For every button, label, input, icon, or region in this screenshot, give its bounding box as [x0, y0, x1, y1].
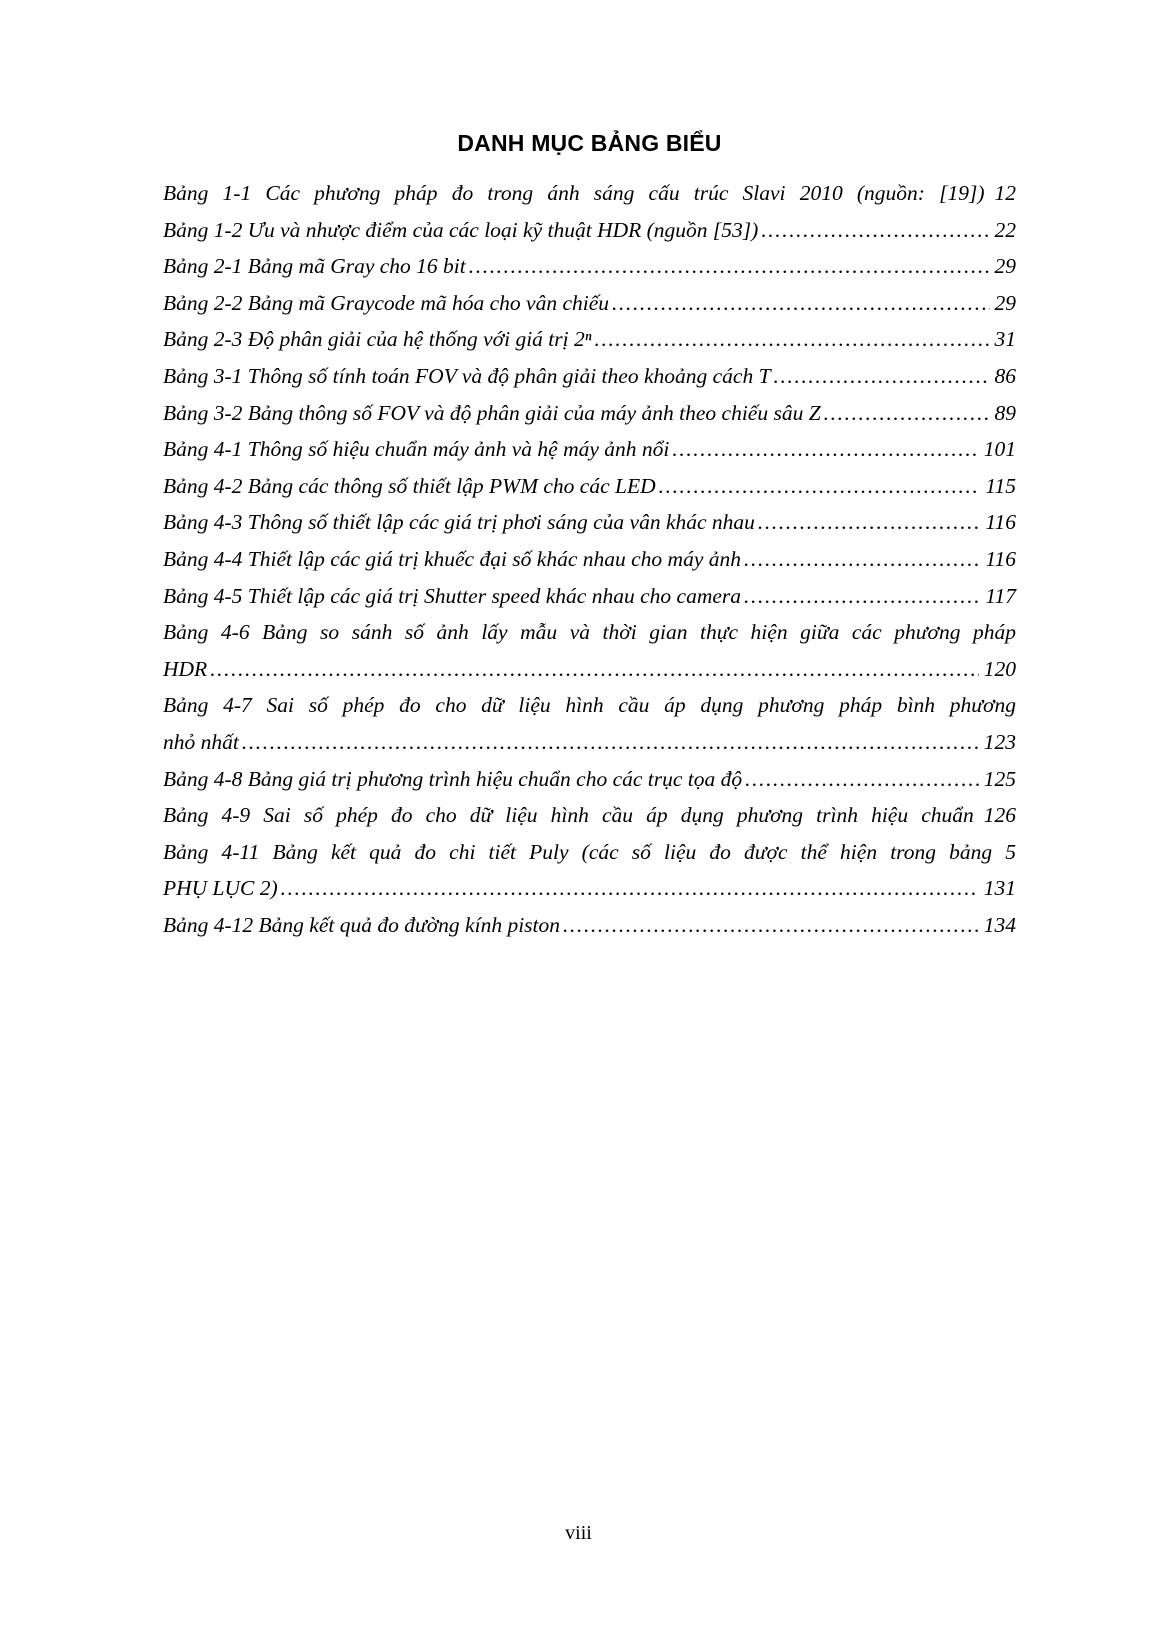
toc-entry-label: Bảng 2-2 Bảng mã Graycode mã hóa cho vân chiếu [163, 290, 610, 315]
toc-entry [163, 578, 1016, 615]
toc-leader-dots [745, 761, 979, 798]
toc-entry [163, 321, 1016, 358]
toc-entry [163, 358, 1016, 395]
page-number: viii [565, 1522, 592, 1544]
toc-leader-dots [761, 212, 989, 249]
toc-entry-line1: Bảng 4-11 Bảng kết quả đo chi tiết Puly (các số liệu đo được thể hiện trong bảng 5 [163, 839, 1016, 864]
toc-leader-dots [672, 431, 978, 468]
toc-entry-page: 131 [983, 876, 1016, 901]
toc-leader-dots [659, 468, 981, 505]
toc-entry [163, 468, 1016, 505]
table-of-contents-list [163, 175, 1016, 943]
toc-entry-page: 115 [985, 473, 1016, 498]
toc-entry-label: nhỏ nhất [163, 729, 239, 754]
toc-entry-label: Bảng 1-2 Ưu và nhược điểm của các loại kỹ thuật HDR (nguồn [53]) [163, 217, 759, 242]
toc-entry-page: 116 [985, 510, 1016, 535]
toc-entry-page: 116 [985, 546, 1016, 571]
toc-entry-page: 12 [994, 181, 1016, 205]
toc-entry [163, 175, 1016, 212]
toc-entry-page: 134 [983, 912, 1016, 937]
toc-entry-label: Bảng 4-8 Bảng giá trị phương trình hiệu chuẩn cho các trục tọa độ [163, 766, 743, 791]
toc-entry [163, 212, 1016, 249]
toc-leader-dots [242, 724, 979, 761]
toc-entry [163, 395, 1016, 432]
toc-entry [163, 431, 1016, 468]
toc-entry-page: 29 [994, 254, 1016, 279]
toc-entry [163, 248, 1016, 285]
toc-entry-line1: Bảng 4-6 Bảng so sánh số ảnh lấy mẫu và thời gian thực hiện giữa các phương pháp [163, 620, 1016, 645]
toc-entry-page: 120 [983, 656, 1016, 681]
toc-entry-page: 29 [994, 290, 1016, 315]
toc-entry-page: 125 [983, 766, 1016, 791]
toc-entry [163, 285, 1016, 322]
toc-entry-label: Bảng 4-4 Thiết lập các giá trị khuếc đại số khác nhau cho máy ảnh [163, 546, 742, 571]
toc-entry-page: 117 [985, 583, 1016, 608]
toc-entry-page: 126 [983, 803, 1016, 828]
toc-entry-label: Bảng 4-3 Thông số thiết lập các giá trị phơi sáng của vân khác nhau [163, 510, 755, 535]
toc-leader-dots [563, 907, 979, 944]
toc-entry-label: Bảng 2-3 Độ phân giải của hệ thống với giá trị 2ⁿ [163, 327, 592, 352]
toc-entry [163, 797, 1016, 834]
toc-entry [163, 504, 1016, 541]
toc-leader-dots [744, 541, 980, 578]
toc-leader-dots [774, 358, 990, 395]
toc-entry-label: Bảng 4-9 Sai số phép đo cho dữ liệu hình cầu áp dụng phương trình hiệu chuẩn [163, 803, 974, 828]
toc-entry [163, 541, 1016, 578]
toc-entry-page: 31 [994, 327, 1016, 352]
page-title: DANH MỤC BẢNG BIỂU [457, 130, 722, 156]
toc-entry-label: Bảng 4-2 Bảng các thông số thiết lập PWM cho các LED [163, 473, 656, 498]
toc-entry-label: Bảng 3-2 Bảng thông số FOV và độ phân giải của máy ảnh theo chiếu sâu Z [163, 400, 821, 425]
toc-leader-dots [210, 651, 979, 688]
toc-leader-dots [469, 248, 990, 285]
toc-entry-label: HDR [163, 656, 208, 681]
toc-entry [163, 761, 1016, 798]
toc-entry [163, 870, 1016, 907]
toc-entry-page: 86 [994, 363, 1016, 388]
toc-entry-line1: Bảng 4-7 Sai số phép đo cho dữ liệu hình cầu áp dụng phương pháp bình phương [163, 693, 1016, 718]
toc-leader-dots [758, 504, 980, 541]
toc-entry [163, 907, 1016, 944]
toc-entry [163, 724, 1016, 761]
toc-leader-dots [595, 321, 990, 358]
toc-leader-dots [744, 578, 980, 615]
toc-entry-label: Bảng 1-1 Các phương pháp đo trong ánh sáng cấu trúc Slavi 2010 (nguồn: [19]) [163, 181, 985, 205]
toc-entry-label: Bảng 4-12 Bảng kết quả đo đường kính piston [163, 912, 561, 937]
toc-leader-dots [612, 285, 989, 322]
toc-entry [163, 651, 1016, 688]
toc-entry-label: PHỤ LỤC 2) [163, 876, 278, 901]
toc-entry-page: 123 [983, 729, 1016, 754]
toc-leader-dots [824, 395, 990, 432]
toc-entry-label: Bảng 3-1 Thông số tính toán FOV và độ phân giải theo khoảng cách T [163, 363, 771, 388]
toc-entry-page: 101 [983, 437, 1016, 462]
toc-leader-dots [281, 870, 979, 907]
toc-entry-label: Bảng 2-1 Bảng mã Gray cho 16 bit [163, 254, 466, 279]
toc-entry-label: Bảng 4-5 Thiết lập các giá trị Shutter speed khác nhau cho camera [163, 583, 742, 608]
toc-entry-page: 22 [994, 217, 1016, 242]
toc-entry-page: 89 [994, 400, 1016, 425]
toc-entry-label: Bảng 4-1 Thông số hiệu chuẩn máy ảnh và hệ máy ảnh nổi [163, 437, 670, 462]
